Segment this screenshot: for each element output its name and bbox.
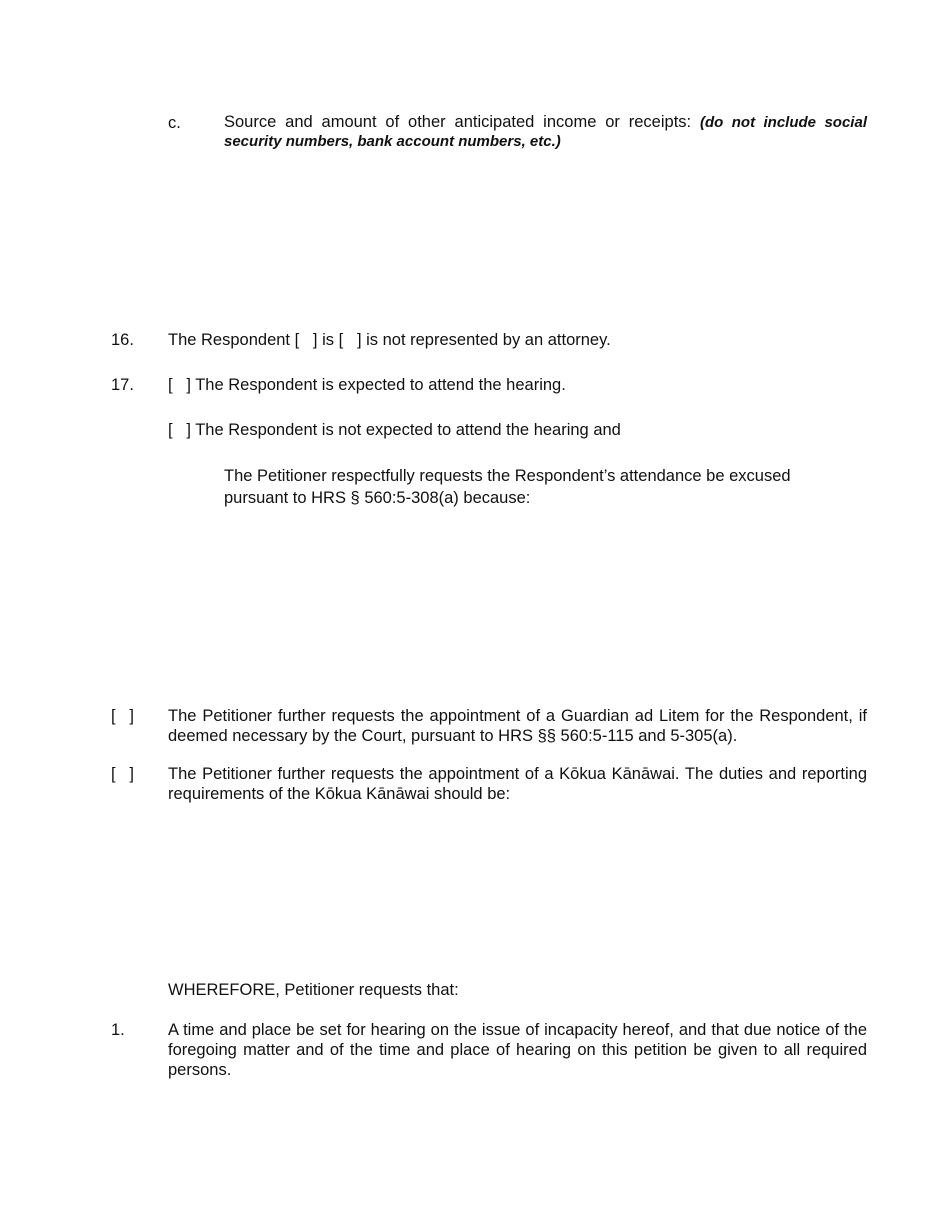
- item-16-text-a: The Respondent: [168, 331, 295, 349]
- attend-text: The Respondent is expected to attend the hearing.: [190, 376, 566, 394]
- not-represented-checkbox[interactable]: [ ]: [338, 331, 362, 349]
- not-attend-checkbox[interactable]: [ ]: [168, 421, 191, 439]
- item-c-text-block: [224, 113, 867, 151]
- request-1-text: A time and place be set for hearing on the issue of incapacity hereof, and that due notice of the foregoing matter and of the time and place of hearing on this petition be given to all required persons.: [168, 1021, 867, 1079]
- guardian-checkbox[interactable]: [ ]: [111, 707, 134, 725]
- item-16-text-c: is not represented by an attorney.: [361, 331, 611, 349]
- request-1-number: 1.: [111, 1021, 125, 1039]
- represented-checkbox[interactable]: [ ]: [294, 331, 318, 349]
- item-16-text-b: is: [317, 331, 339, 349]
- item-17-number: 17.: [111, 376, 134, 394]
- item-17-option-attend: [168, 375, 566, 395]
- wherefore-heading: WHEREFORE, Petitioner requests that:: [168, 981, 459, 999]
- kokua-request-text: The Petitioner further requests the appointment of a Kōkua Kānāwai. The duties and reporting requirements of the Kōkua Kānāwai should be:: [168, 765, 867, 803]
- attend-checkbox[interactable]: [ ]: [168, 376, 191, 394]
- excuse-request-text: The Petitioner respectfully requests the Respondent’s attendance be excused pursuant to HRS § 560:5-308(a) because:: [224, 467, 791, 507]
- item-c-note: (do not include social security numbers, bank account numbers, etc.): [224, 114, 867, 150]
- not-attend-text: The Respondent is not expected to attend the hearing and: [190, 421, 621, 439]
- item-c-label: c.: [168, 114, 181, 132]
- item-17-option-not-attend: [168, 420, 621, 440]
- kokua-checkbox[interactable]: [ ]: [111, 765, 134, 783]
- item-16-text-block: [168, 330, 868, 350]
- item-16-number: 16.: [111, 331, 134, 349]
- item-c-text: Source and amount of other anticipated income or receipts:: [224, 113, 700, 131]
- guardian-request-text: The Petitioner further requests the appointment of a Guardian ad Litem for the Respondent, if deemed necessary by the Court, pursuant to HRS §§ 560:5-115 and 5-305(a).: [168, 707, 867, 745]
